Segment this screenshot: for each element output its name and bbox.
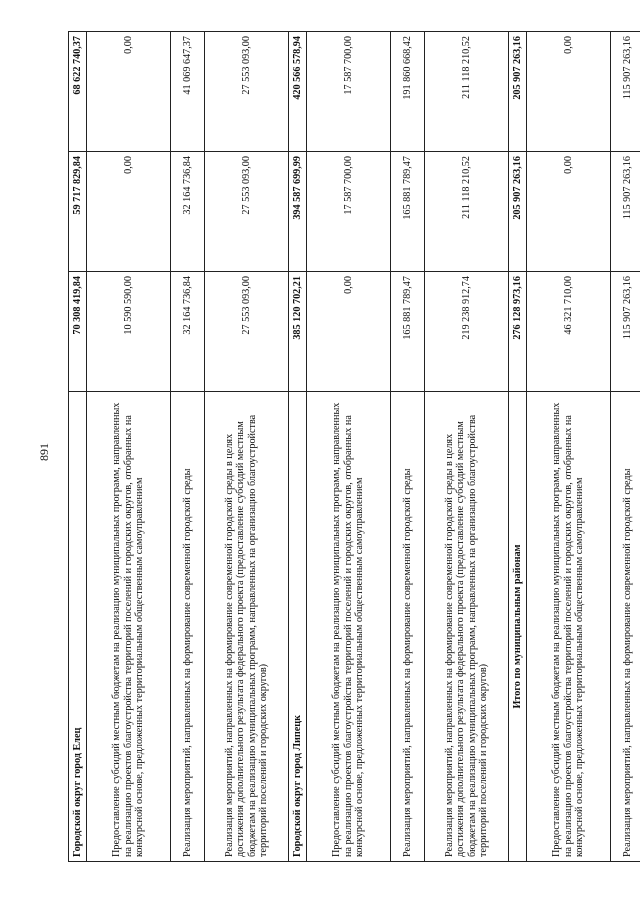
row-label-cell: Городской округ город Елец: [69, 392, 87, 862]
row-label-cell: Реализация мероприятий, направленных на формирование современной городской среды в целях достижения дополнительного результата федерального проекта (предоставление субсидий местным бюджетам на реализацию муниципальных программ, направленных на организацию благоустройства территорий поселений и городских округов): [425, 392, 509, 862]
value-cell-1: 165 881 789,47: [391, 272, 425, 392]
row-label-cell: Итого по муниципальным районам: [509, 392, 527, 862]
value-cell-2: 115 907 263,16: [611, 152, 640, 272]
value-cell-2: 0,00: [527, 152, 611, 272]
table-row: [205, 32, 289, 862]
value-cell-2: 211 118 210,52: [425, 152, 509, 272]
row-label-cell: Городской округ город Липецк: [289, 392, 307, 862]
value-cell-3: 115 907 263,16: [611, 32, 640, 152]
value-cell-2: 205 907 263,16: [509, 152, 527, 272]
row-label-cell: Предоставление субсидий местным бюджетам на реализацию муниципальных программ, направленных на реализацию проектов благоустройства территорий поселений и городских округов, отобранных на конкурсной основе, предложенных территориальным общественным самоуправлением: [87, 392, 171, 862]
rotated-table-frame: [68, 32, 633, 862]
row-label-cell: Реализация мероприятий, направленных на формирование современной городской среды: [391, 392, 425, 862]
value-cell-1: 0,00: [307, 272, 391, 392]
value-cell-3: 0,00: [527, 32, 611, 152]
value-cell-1: 70 308 419,84: [69, 272, 87, 392]
value-cell-2: 165 881 789,47: [391, 152, 425, 272]
table-group-row: [289, 32, 307, 862]
row-label-cell: Реализация мероприятий, направленных на формирование современной городской среды в целях достижения дополнительного результата федерального проекта (предоставление субсидий местным бюджетам на реализацию муниципальных программ, направленных на организацию благоустройства территорий поселений и городских округов): [205, 392, 289, 862]
value-cell-3: 17 587 700,00: [307, 32, 391, 152]
value-cell-1: 32 164 736,84: [171, 272, 205, 392]
value-cell-3: 68 622 740,37: [69, 32, 87, 152]
value-cell-3: 0,00: [87, 32, 171, 152]
value-cell-3: 27 553 093,00: [205, 32, 289, 152]
table-row: [307, 32, 391, 862]
value-cell-3: 41 069 647,37: [171, 32, 205, 152]
value-cell-3: 205 907 263,16: [509, 32, 527, 152]
value-cell-1: 27 553 093,00: [205, 272, 289, 392]
value-cell-3: 420 566 578,94: [289, 32, 307, 152]
table-row: [391, 32, 425, 862]
table-row: [527, 32, 611, 862]
value-cell-3: 191 860 668,42: [391, 32, 425, 152]
rotated-table-content: [68, 32, 633, 862]
table-group-row: [69, 32, 87, 862]
value-cell-1: 10 590 590,00: [87, 272, 171, 392]
table-body: [69, 32, 640, 862]
table-row: [611, 32, 640, 862]
value-cell-2: 59 717 829,84: [69, 152, 87, 272]
value-cell-2: 394 587 699,99: [289, 152, 307, 272]
table-row: [87, 32, 171, 862]
value-cell-1: 115 907 263,16: [611, 272, 640, 392]
budget-table: [68, 31, 640, 862]
row-label-cell: Предоставление субсидий местным бюджетам на реализацию муниципальных программ, направленных на реализацию проектов благоустройства территорий поселений и городских округов, отобранных на конкурсной основе, предложенных территориальным общественным самоуправлением: [307, 392, 391, 862]
table-row: [425, 32, 509, 862]
value-cell-2: 17 587 700,00: [307, 152, 391, 272]
value-cell-1: 46 321 710,00: [527, 272, 611, 392]
value-cell-2: 27 553 093,00: [205, 152, 289, 272]
row-label-cell: Реализация мероприятий, направленных на формирование современной городской среды: [611, 392, 640, 862]
value-cell-2: 0,00: [87, 152, 171, 272]
table-row: [171, 32, 205, 862]
value-cell-2: 32 164 736,84: [171, 152, 205, 272]
page-number: 891: [36, 443, 51, 461]
value-cell-1: 385 120 702,21: [289, 272, 307, 392]
row-label-cell: Предоставление субсидий местным бюджетам на реализацию муниципальных программ, направленных на реализацию проектов благоустройства территорий поселений и городских округов, отобранных на конкурсной основе, предложенных территориальным общественным самоуправлением: [527, 392, 611, 862]
value-cell-1: 276 128 973,16: [509, 272, 527, 392]
table-total-row: [509, 32, 527, 862]
row-label-cell: Реализация мероприятий, направленных на формирование современной городской среды: [171, 392, 205, 862]
value-cell-3: 211 118 210,52: [425, 32, 509, 152]
value-cell-1: 219 238 912,74: [425, 272, 509, 392]
